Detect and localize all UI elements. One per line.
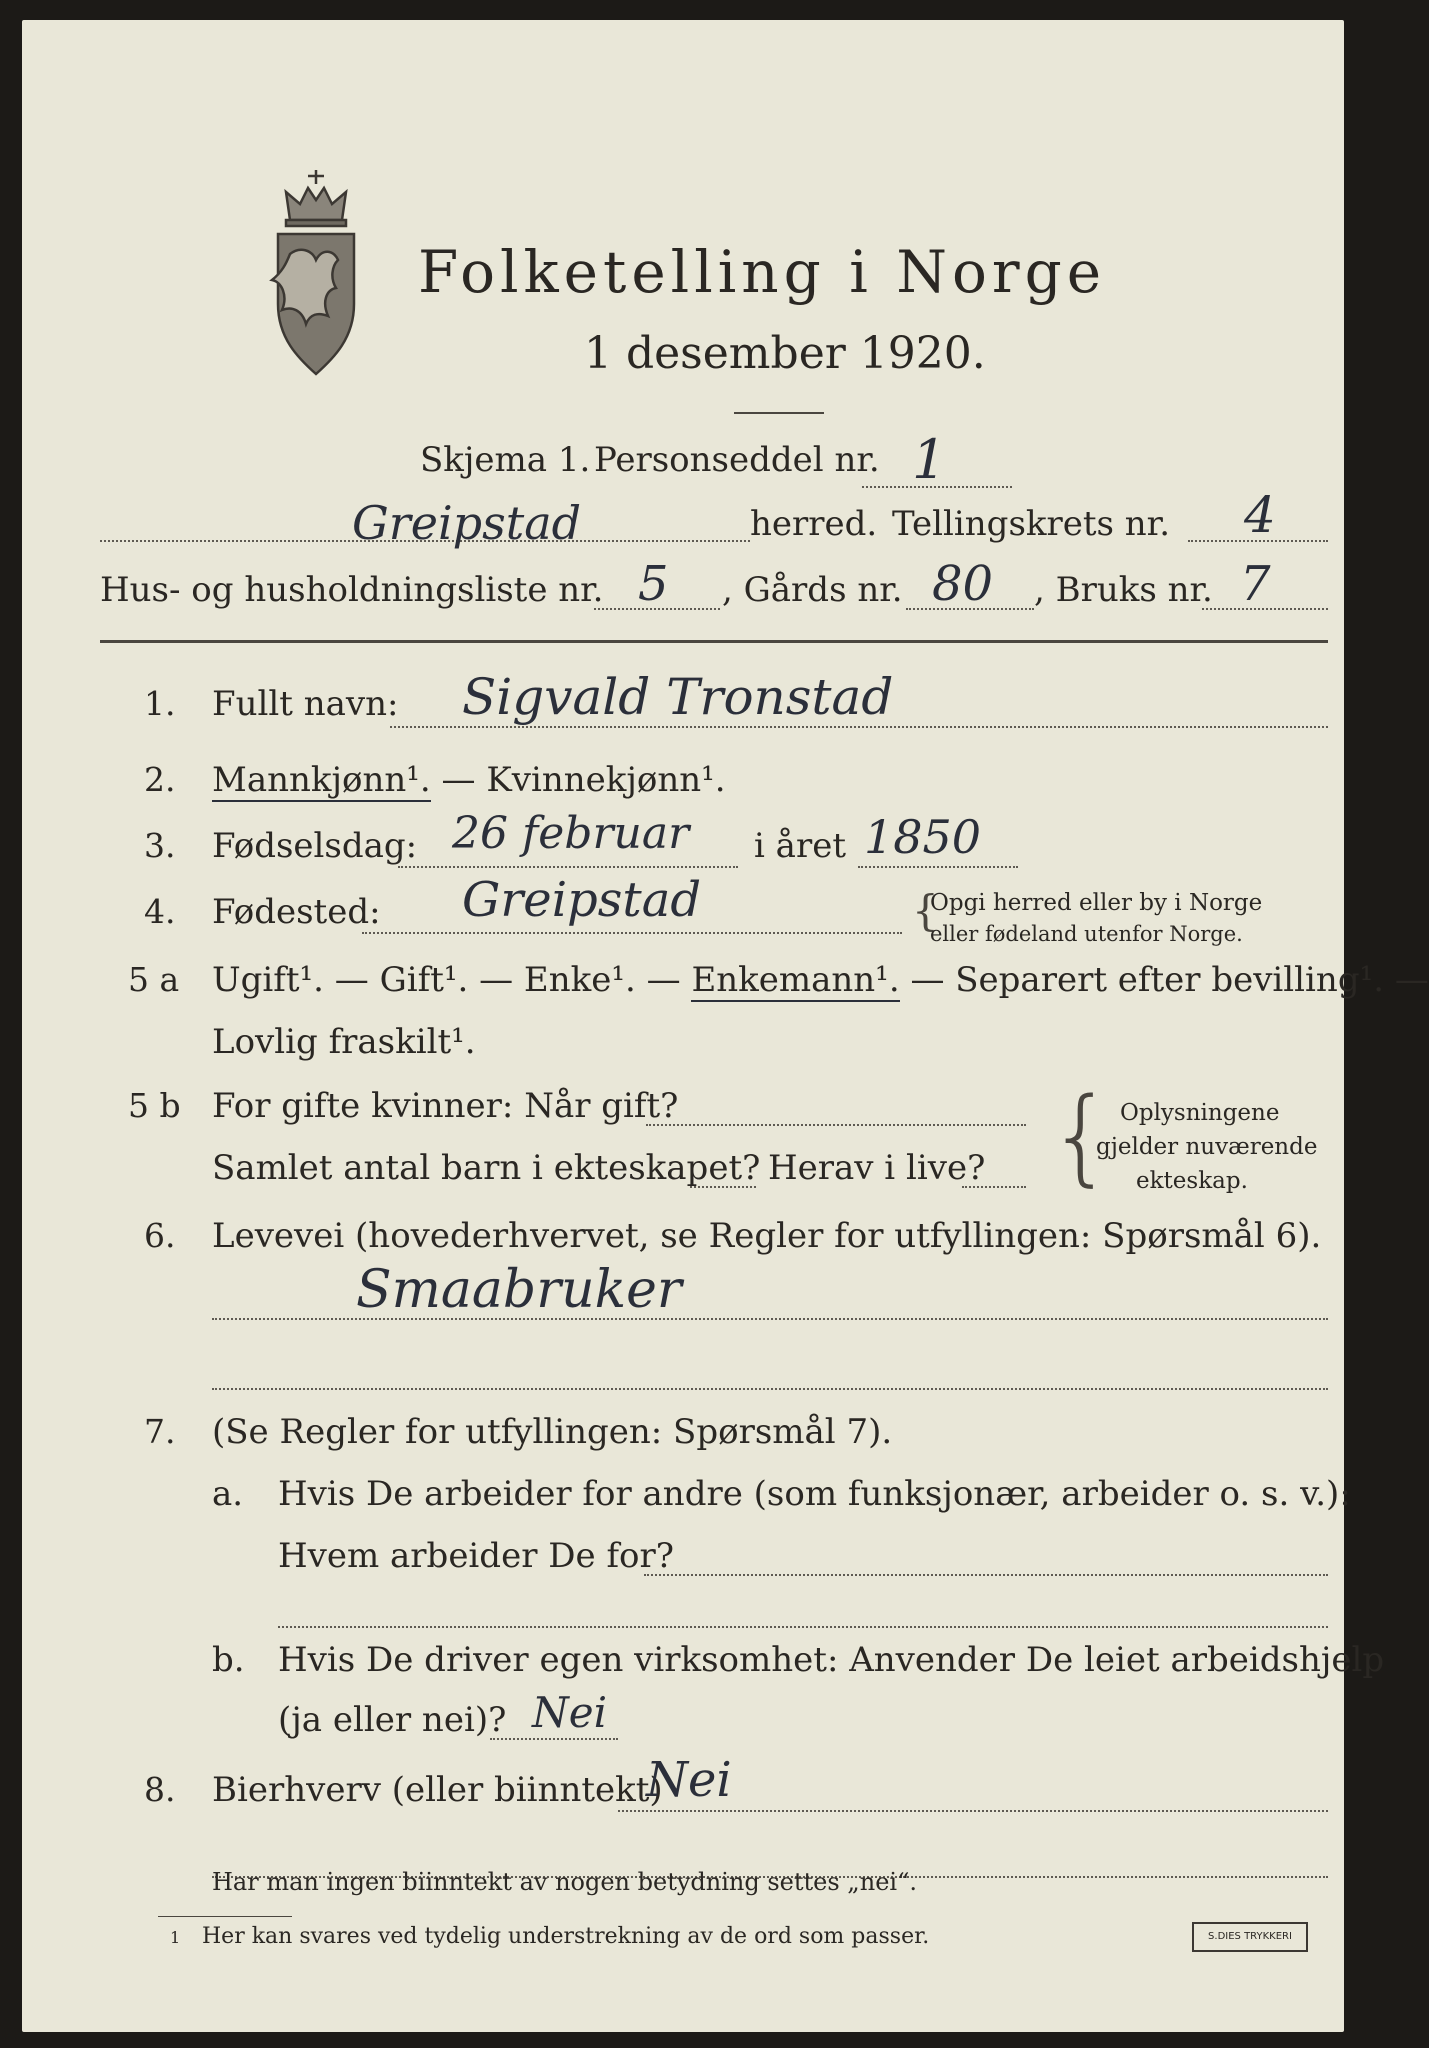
q5a-number: 5 a	[128, 960, 180, 999]
bruks-value: 7	[1240, 556, 1271, 612]
q3-mid: i året	[754, 826, 846, 866]
q5b-line2b: Herav i live?	[768, 1148, 986, 1188]
q4-brace: {	[912, 886, 939, 935]
personseddel-value: 1	[912, 428, 947, 491]
hus-label: Hus- og husholdningsliste nr.	[100, 570, 604, 610]
q5a-post: — Separert efter bevilling¹. —	[910, 960, 1429, 1000]
q4-number: 4.	[144, 892, 176, 931]
q4-label: Fødested:	[212, 892, 381, 932]
q2-male: Mannkjønn¹.	[212, 760, 431, 800]
q7b-value: Nei	[532, 1688, 608, 1737]
footnote-text: Her kan svares ved tydelig understrekning av de ord som passer.	[202, 1924, 930, 1949]
q1-number: 1.	[144, 684, 176, 723]
q5b-number: 5 b	[128, 1086, 181, 1125]
q5b-barn-line	[690, 1186, 756, 1188]
q7b-number: b.	[212, 1640, 245, 1680]
q5b-brace: {	[1048, 1075, 1115, 1197]
q3-day-line	[398, 866, 738, 868]
footnote-mark: 1	[170, 1928, 181, 1947]
census-date: 1 desember 1920.	[584, 328, 986, 379]
q3-label: Fødselsdag:	[212, 826, 418, 866]
q7a-line2	[278, 1626, 1328, 1628]
census-form	[22, 20, 1429, 2032]
q2-sep: —	[430, 760, 487, 800]
q3-year: 1850	[864, 810, 982, 864]
q1-value: Sigvald Tronstad	[462, 668, 894, 726]
q2-female: Kvinnekjønn¹.	[486, 760, 726, 800]
footnote-divider	[158, 1916, 292, 1917]
q5b-note2: gjelder nuværende	[1096, 1134, 1318, 1160]
skjema-label: Skjema 1.	[420, 440, 591, 480]
q5a-text	[212, 960, 1429, 1000]
q4-line	[362, 932, 902, 934]
q5b-note1: Oplysningene	[1120, 1100, 1280, 1126]
q3-year-line	[858, 866, 1018, 868]
q6-line2	[212, 1388, 1328, 1390]
q7a-question: Hvem arbeider De for?	[278, 1536, 674, 1576]
herred-label: herred.	[750, 504, 878, 544]
q1-line	[390, 726, 1328, 728]
personseddel-label: Personseddel nr.	[594, 440, 880, 480]
footer-note: Har man ingen biinntekt av nogen betydning settes „nei“.	[212, 1868, 917, 1896]
norwegian-coat-of-arms-icon	[268, 170, 364, 382]
q7-label: (Se Regler for utfyllingen: Spørsmål 7).	[212, 1412, 893, 1452]
q1-label: Fullt navn:	[212, 684, 399, 724]
q5a-pre: Ugift¹. — Gift¹. — Enke¹. —	[212, 960, 681, 1000]
q6-line1	[212, 1318, 1328, 1320]
q5b-note3: ekteskap.	[1136, 1168, 1248, 1194]
q6-label: Levevei (hovederhvervet, se Regler for utfyllingen: Spørsmål 6).	[212, 1216, 1322, 1256]
page-title: Folketelling i Norge	[418, 238, 1107, 306]
q5b-line1: For gifte kvinner: Når gift?	[212, 1086, 679, 1126]
q5a-marked: Enkemann¹.	[691, 960, 900, 1000]
q2-number: 2.	[144, 760, 176, 799]
q5b-line2a: Samlet antal barn i ekteskapet?	[212, 1148, 761, 1188]
q7b-question: (ja eller nei)?	[278, 1700, 507, 1740]
q7a-line1	[644, 1574, 1328, 1576]
q5b-gift-line	[646, 1124, 1026, 1126]
q5b-live-line	[962, 1186, 1026, 1188]
q8-value: Nei	[646, 1752, 732, 1808]
tellingskrets-label: Tellingskrets nr.	[892, 504, 1171, 544]
tellingskrets-value: 4	[1244, 486, 1276, 544]
printer-stamp-text: S.DIES TRYKKERI	[1208, 1931, 1292, 1942]
header-divider	[100, 640, 1328, 643]
gards-value: 80	[932, 556, 994, 612]
q7b-line	[490, 1738, 618, 1740]
q4-note1: Opgi herred eller by i Norge	[930, 890, 1263, 916]
q7a-number: a.	[212, 1474, 244, 1514]
q8-line1	[618, 1810, 1328, 1812]
hus-value: 5	[638, 556, 669, 612]
q6-value: Smaabruker	[356, 1260, 682, 1320]
q8-label: Bierhverv (eller biinntekt)	[212, 1770, 663, 1810]
q4-value: Greipstad	[462, 872, 702, 928]
gards-label: , Gårds nr.	[722, 570, 903, 610]
q2-text	[212, 760, 726, 800]
q6-number: 6.	[144, 1216, 176, 1255]
herred-value: Greipstad	[352, 496, 582, 550]
q4-note2: eller fødeland utenfor Norge.	[930, 922, 1243, 946]
printer-stamp	[1192, 1922, 1308, 1952]
q7a-text: Hvis De arbeider for andre (som funksjonær, arbeider o. s. v.):	[278, 1474, 1351, 1514]
q8-number: 8.	[144, 1770, 176, 1809]
q3-number: 3.	[144, 826, 176, 865]
q7b-text: Hvis De driver egen virksomhet: Anvender De leiet arbeidshjelp	[278, 1640, 1385, 1680]
q3-value: 26 februar	[452, 808, 690, 859]
bruks-label: , Bruks nr.	[1034, 570, 1213, 610]
q5a-line2: Lovlig fraskilt¹.	[212, 1022, 476, 1062]
title-divider	[734, 412, 824, 414]
q7-number: 7.	[144, 1412, 176, 1451]
